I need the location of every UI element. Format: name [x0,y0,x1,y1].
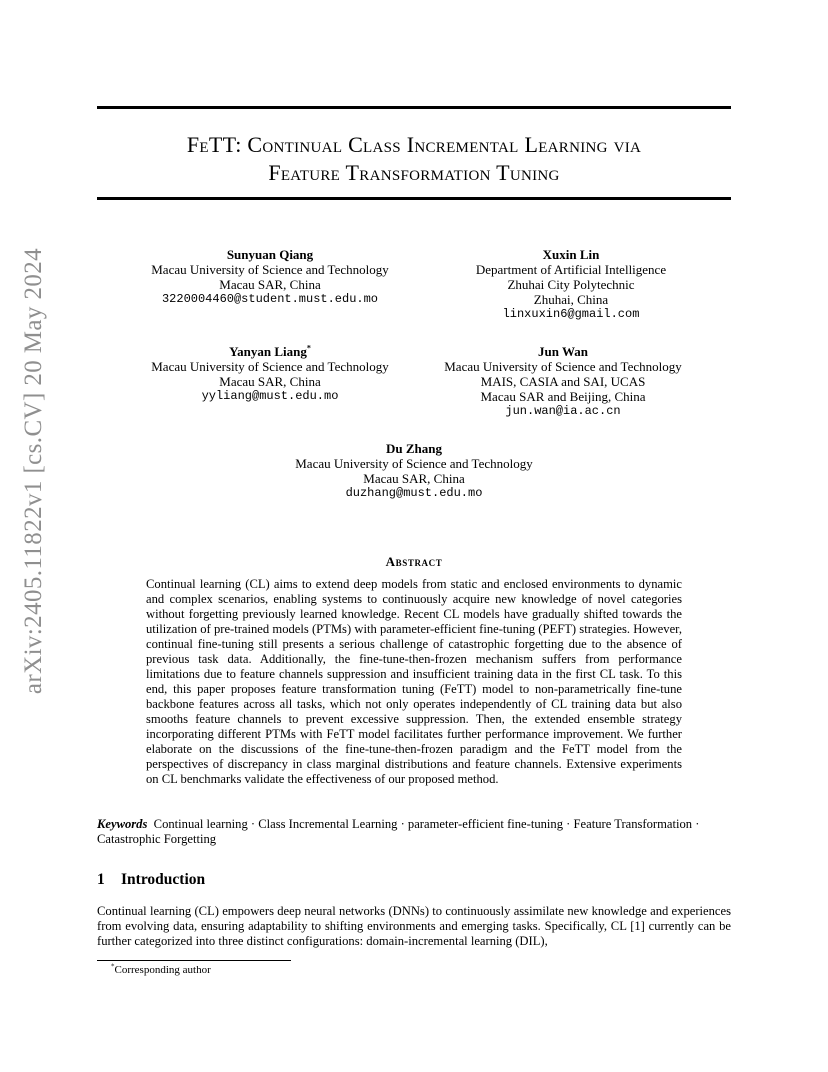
author-affiliation: MAIS, CASIA and SAI, UCAS [480,374,646,389]
keywords-text: Continual learning · Class Incremental Learning · parameter-efficient fine-tuning · Feature Transformation · Catastrophic Forgetting [97,817,700,846]
author-name: Jun Wan [538,344,588,359]
author-affiliation: Macau University of Science and Technology [444,359,682,374]
keywords-label: Keywords [97,817,148,831]
author-affiliation: Department of Artificial Intelligence [475,262,667,277]
author-affiliation: Zhuhai, China [533,292,609,307]
author-email: duzhang@must.edu.mo [345,486,483,500]
author-name [130,344,410,359]
abstract-text: Continual learning (CL) aims to extend deep models from static and enclosed environments to dynamic and complex scenarios, enabling systems to continuously acquire new knowledge of novel categories without forgetting previously learned knowledge. Recent CL models have gradually shifted towards the utilization of pre-trained models (PTMs) with parameter-efficient fine-tuning (PEFT) strategies. However, continual fine-tuning still presents a serious challenge of catastrophic forgetting due to the absence of previous task data. Additionally, the fine-tune-then-frozen mechanism suffers from performance limitations due to feature channels suppression and insufficient training data in the first CL task. To this end, this paper proposes feature transformation tuning (FeTT) model to non-parametrically fine-tune backbone features across all tasks, which not only operates independently of CL training data but also smooths feature channels to prevent excessive suppression. Then, the extended ensemble strategy incorporating different PTMs with FeTT model facilitates further performance improvement. We further elaborate on the discussions of the fine-tune-then-frozen paradigm and the FeTT model from the perspectives of discrepancy in class marginal distributions and feature channels. Extensive experiments on CL benchmarks validate the effectiveness of our proposed method. [146,577,682,786]
section-number: 1 [97,871,105,888]
author-name: Sunyuan Qiang [226,247,314,262]
author-affiliation: Macau University of Science and Technology [295,456,533,471]
author-block-5 [270,441,558,501]
author-affiliation: Macau SAR, China [363,471,465,486]
author-block-1 [130,247,410,307]
footnote-mark: * [111,962,115,971]
title-line-2: Feature Transformation Tuning [268,160,560,185]
author-affiliation: Macau SAR, China [219,374,321,389]
arxiv-stamp-text: arXiv:2405.11822v1 [cs.CV] 20 May 2024 [20,247,47,695]
author-name-text: Yanyan Liang [229,344,307,359]
author-block-3 [130,344,410,404]
title-top-rule [97,106,731,109]
corresponding-mark: * [306,343,311,353]
footnote [111,964,211,976]
author-block-2 [436,247,706,322]
paper-title [97,131,731,187]
section-text: Continual learning (CL) empowers deep neural networks (DNNs) to continuously assimilate new knowledge and experiences from evolving data, ensuring adaptability to shifting environments and emerging tasks. Specifically, CL [1] currently can be further categorized into three distinct configurations: domain-incremental learning (DIL), [97,904,731,948]
author-name: Xuxin Lin [542,247,600,262]
author-email: yyliang@must.edu.mo [201,389,339,403]
author-affiliation: Zhuhai City Polytechnic [507,277,635,292]
author-affiliation: Macau SAR and Beijing, China [480,389,646,404]
keywords [97,817,731,847]
author-name: Du Zhang [386,441,442,456]
author-email: 3220004460@student.must.edu.mo [161,292,379,306]
footnote-text: Corresponding author [114,964,211,976]
author-affiliation: Macau SAR, China [219,277,321,292]
author-email: jun.wan@ia.ac.cn [505,404,621,418]
author-affiliation: Macau University of Science and Technology [151,359,389,374]
section-heading [97,871,205,889]
abstract-heading: Abstract [385,554,443,569]
title-bottom-rule [97,197,731,200]
author-affiliation: Macau University of Science and Technology [151,262,389,277]
footnote-rule [97,960,291,961]
author-block-4 [418,344,708,419]
title-line-1: FeTT: Continual Class Incremental Learning via [186,132,642,157]
section-title: Introduction [121,871,206,888]
arxiv-stamp [14,247,54,695]
author-email: linxuxin6@gmail.com [502,307,640,321]
